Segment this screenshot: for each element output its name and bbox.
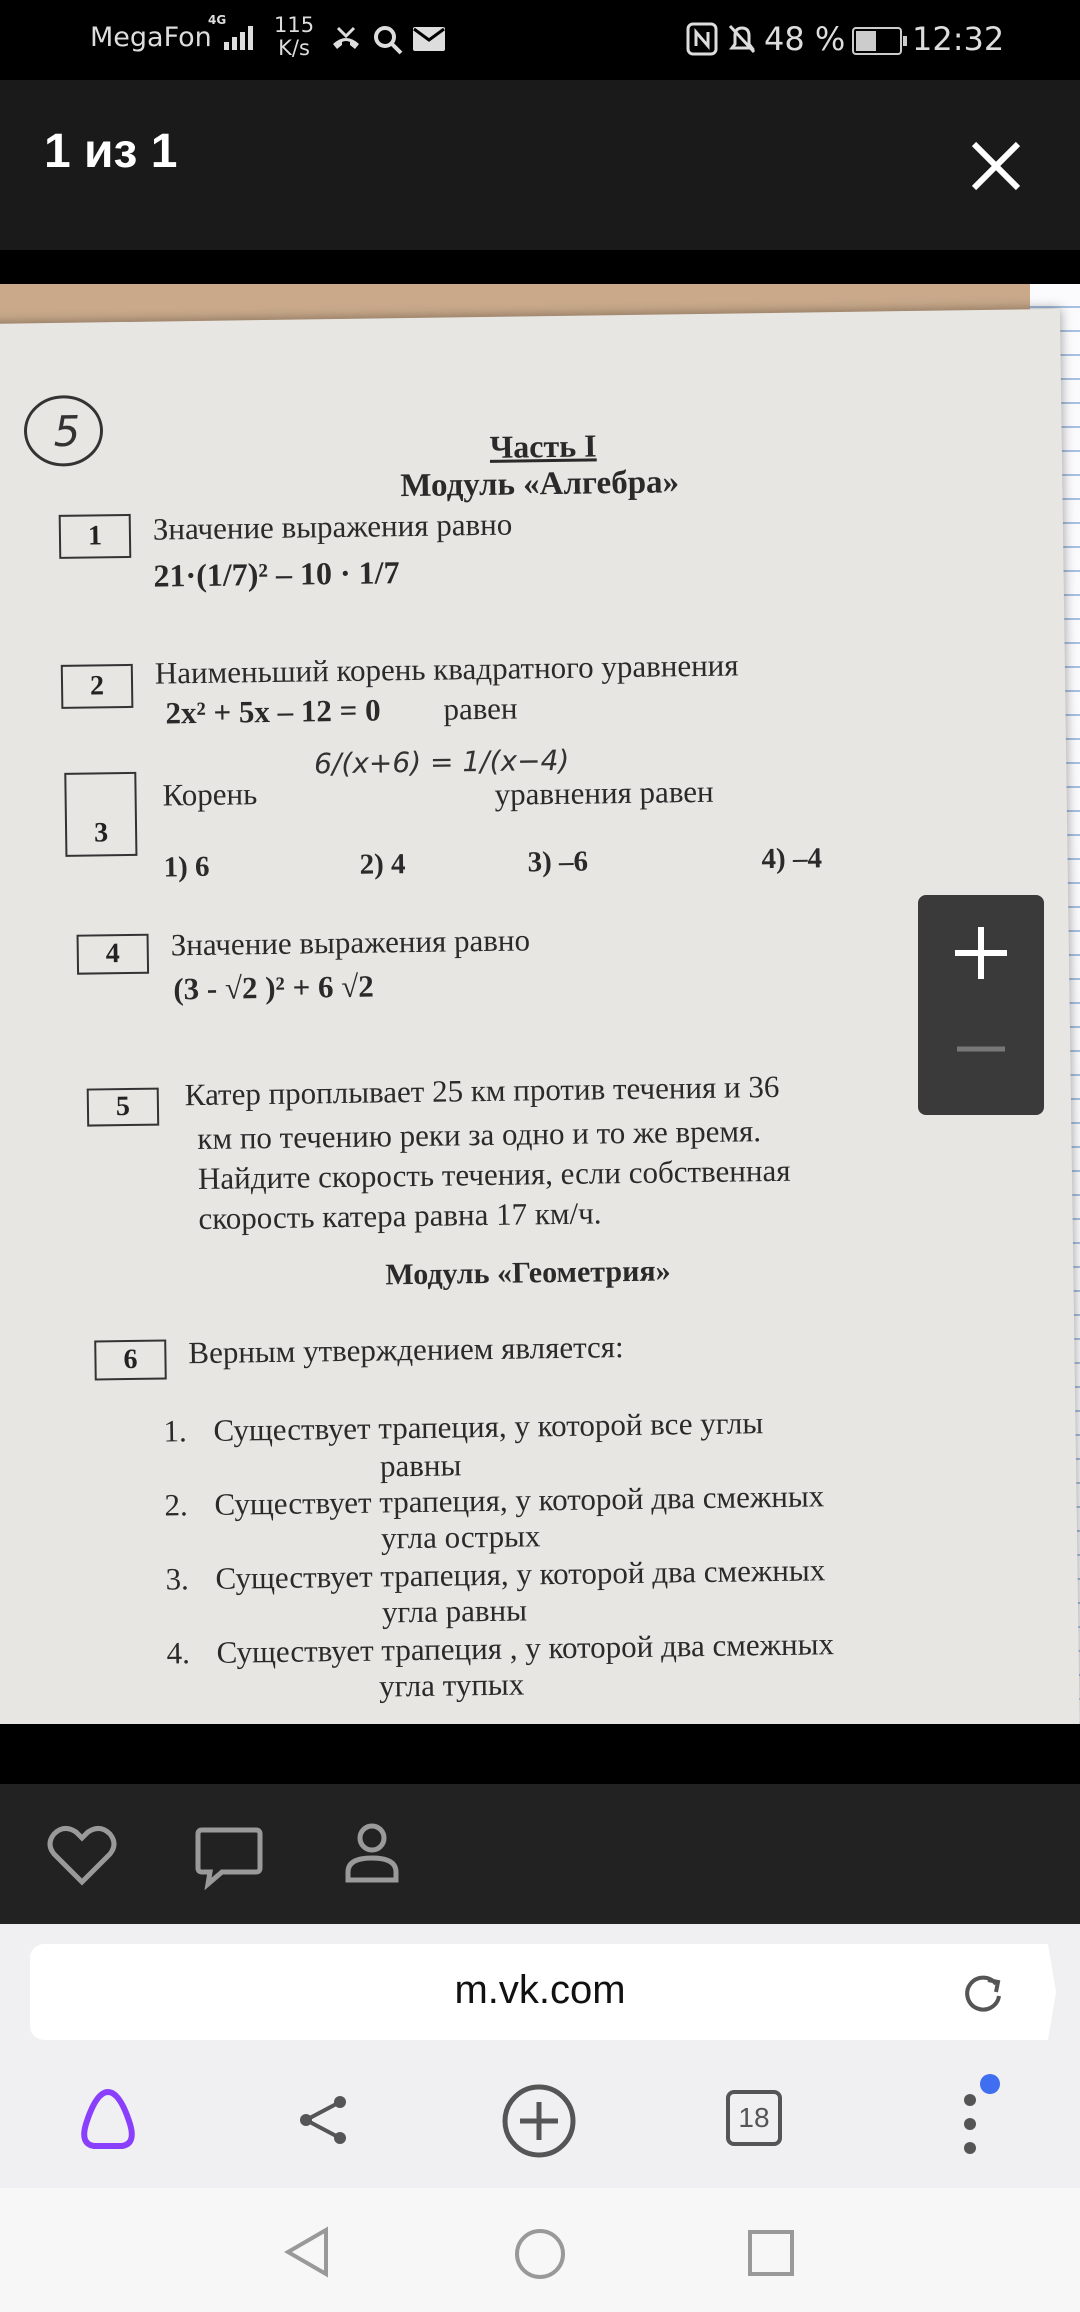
- task-6-item-3-text: Существует трапеция, у которой два смежных: [215, 1552, 826, 1596]
- task-2-tail: равен: [443, 690, 518, 727]
- task-1-expression: 21·(1/7)² – 10 · 1/7: [153, 554, 400, 594]
- task-5-line-2: км по течению реки за одно и то же время.: [197, 1113, 762, 1157]
- task-6-item-4-cont: угла тупых: [378, 1666, 525, 1704]
- task-number-3: 3: [64, 772, 137, 857]
- task-6-item-1-number: 1.: [163, 1413, 187, 1449]
- module-geometry-title: Модуль «Геометрия»: [385, 1254, 671, 1292]
- task-6-item-2-number: 2.: [164, 1487, 188, 1523]
- battery-percent: 48 %: [764, 20, 846, 58]
- network-type: 4G: [208, 13, 227, 27]
- tabs-button[interactable]: 18: [726, 2090, 782, 2146]
- share-icon[interactable]: [294, 2090, 354, 2150]
- task-3-option-2: 2) 4: [359, 848, 406, 881]
- photo-bottom-spacer: [0, 1724, 1080, 1784]
- share-user-icon[interactable]: [344, 1820, 400, 1884]
- bell-muted-icon: [726, 22, 758, 56]
- network-speed-value: 115: [274, 13, 315, 37]
- module-algebra-title: Модуль «Алгебра»: [400, 464, 680, 505]
- close-icon[interactable]: [968, 138, 1024, 194]
- url-text[interactable]: m.vk.com: [454, 1968, 626, 2012]
- task-5-line-4: скорость катера равна 17 км/ч.: [198, 1195, 602, 1237]
- address-bar[interactable]: [30, 1944, 1050, 2040]
- new-tab-icon[interactable]: [500, 2082, 578, 2160]
- photo-actions-bar: [0, 1784, 1080, 1924]
- browser-toolbar: [0, 1924, 1080, 2188]
- task-1-text: Значение выражения равно: [152, 506, 513, 547]
- task-6-item-1-cont: равны: [379, 1447, 462, 1484]
- zoom-control: [918, 895, 1044, 1115]
- task-5-line-3: Найдите скорость течения, если собственная: [197, 1152, 791, 1197]
- search-icon: [372, 24, 404, 56]
- task-6-text: Верным утверждением является:: [188, 1329, 624, 1371]
- photo-counter: 1 из 1: [44, 125, 178, 178]
- recents-icon[interactable]: [746, 2228, 796, 2278]
- like-icon[interactable]: [46, 1824, 118, 1888]
- nfc-icon: [686, 22, 718, 56]
- alice-assistant-icon[interactable]: [72, 2084, 144, 2156]
- task-number-5: 5: [87, 1088, 160, 1127]
- task-4-text: Значение выражения равно: [170, 922, 531, 963]
- task-3-prefix: Корень: [162, 776, 258, 813]
- task-number-6: 6: [94, 1339, 167, 1380]
- carrier-name: MegaFon: [90, 22, 212, 53]
- network-speed: [274, 14, 314, 60]
- zoom-in-button[interactable]: [951, 923, 1011, 983]
- signal-icon: [224, 24, 260, 52]
- network-speed-unit: K/s: [278, 36, 310, 60]
- zoom-out-button[interactable]: [951, 1039, 1011, 1059]
- task-5-line-1: Катер проплывает 25 км против течения и 36: [184, 1068, 780, 1113]
- task-6-item-4-number: 4.: [166, 1635, 191, 1671]
- task-3-option-1: 1) 6: [163, 850, 210, 884]
- reload-icon[interactable]: [960, 1970, 1006, 2016]
- task-number-4: 4: [77, 934, 150, 975]
- task-3-option-4: 4) –4: [761, 842, 823, 876]
- status-bar: [0, 0, 1080, 80]
- task-number-1: 1: [59, 514, 132, 559]
- clock: 12:32: [912, 20, 1005, 58]
- task-6-item-3-number: 3.: [165, 1561, 190, 1597]
- task-6-item-1-text: Существует трапеция, у которой все углы: [213, 1405, 764, 1448]
- mail-icon: [412, 26, 446, 52]
- battery-icon: [852, 27, 902, 55]
- viewer-header: [0, 80, 1080, 250]
- missed-call-icon: [330, 24, 362, 56]
- home-icon[interactable]: [512, 2226, 568, 2282]
- task-6-item-4-text: Существует трапеция , у которой два смежных: [216, 1626, 835, 1670]
- task-6-item-3-cont: угла равны: [381, 1592, 528, 1630]
- more-menu-icon[interactable]: [956, 2074, 1006, 2164]
- system-navigation-bar: [0, 2188, 1080, 2312]
- back-icon[interactable]: [282, 2226, 332, 2278]
- comment-icon[interactable]: [194, 1824, 264, 1890]
- task-4-expression: (3 - √2 )² + 6 √2: [173, 968, 374, 1007]
- task-3-equation: 6/(x+6) = 1/(x−4): [313, 743, 570, 781]
- address-bar-arrow: [1026, 1944, 1056, 2040]
- task-3-option-3: 3) –6: [527, 845, 589, 879]
- task-2-text: Наименьший корень квадратного уравнения: [154, 647, 739, 691]
- task-3-suffix: уравнения равен: [494, 773, 714, 812]
- task-6-item-2-cont: угла острых: [380, 1518, 541, 1556]
- task-6-item-2-text: Существует трапеция, у которой два смежных: [214, 1478, 825, 1522]
- circled-number: 5: [53, 406, 81, 456]
- task-number-2: 2: [61, 664, 134, 709]
- part-title: Часть I: [489, 427, 597, 465]
- task-2-expression: 2x² + 5x – 12 = 0: [165, 692, 381, 731]
